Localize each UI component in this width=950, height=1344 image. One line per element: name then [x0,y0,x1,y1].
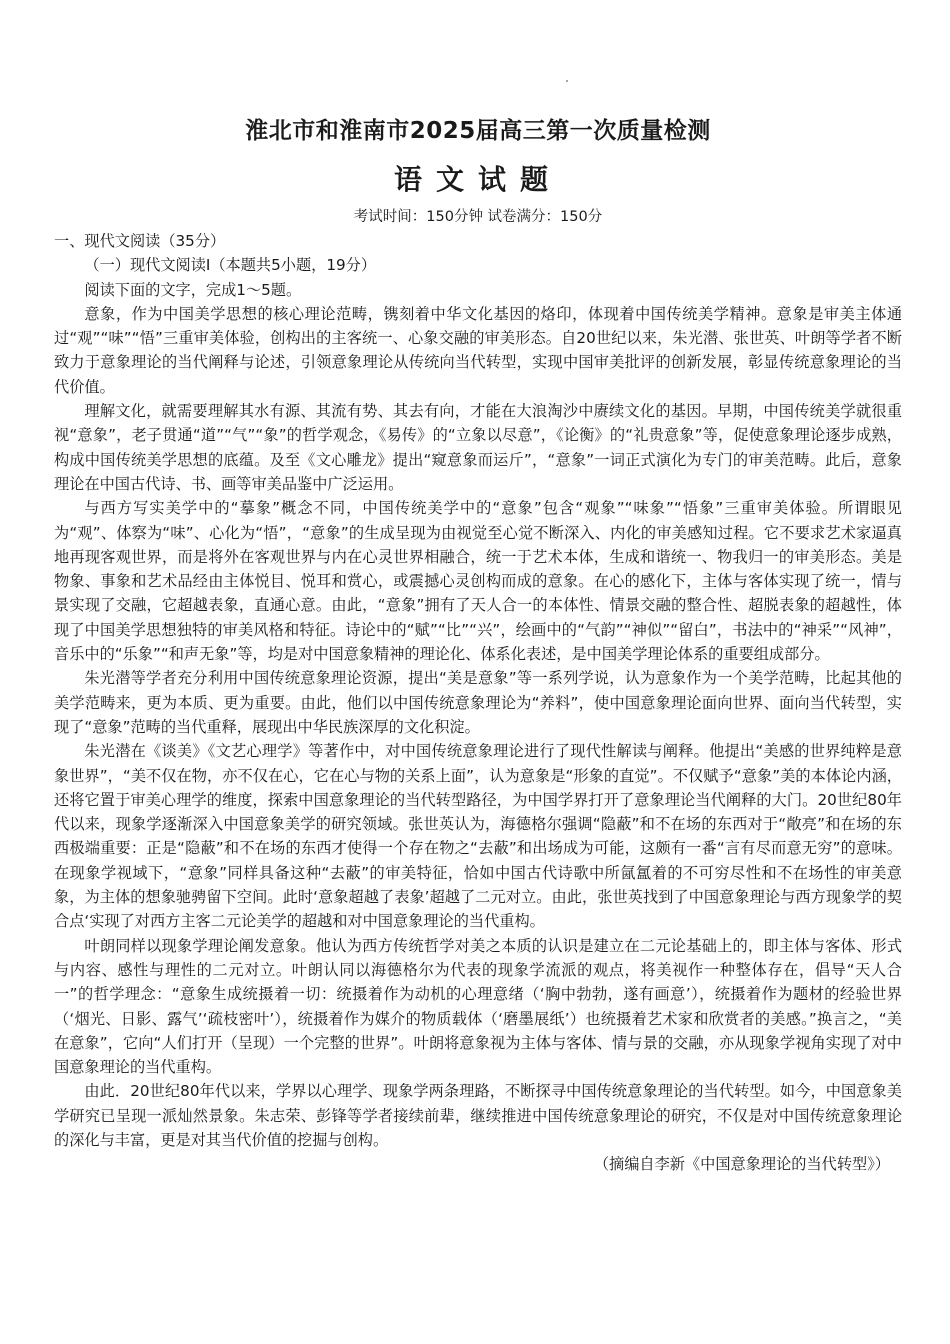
exam-info: 考试时间：150分钟 试卷满分：150分 [353,209,603,225]
paragraph: 朱光潜在《谈美》《文艺心理学》等著作中，对中国传统意象理论进行了现代性解读与阐释。他提出“美感的世界纯粹是意象世界”，“美不仅在物，亦不仅在心，它在心与物的关系上面”，认为意象是“形象的直觉”。不仅赋予“意象”美的本体论内涵，还将它置于审美心理学的维度，探索中国意象理论的当代转型路径，为中国学界打开了意象理论当代阐释的大门。20世纪80年代以来，现象学逐渐深入中国意象美学的研究领域。张世英认为，海德格尔强调“隐蔽”和不在场的东西对于“敞亮”和在场的东西极端重要：正是“隐蔽”和不在场的东西才使得一个存在物之“去蔽”和出场成为可能，这颇有一番“言有尽而意无穷”的意味。在现象学视域下，“意象”同样具备这种“去蔽”的审美特征，恰如中国古代诗歌中所氤氲着的不可穷尽性和不在场性的审美意象，为主体的想象驰骋留下空间。此时‘意象超越了表象’超越了二元对立。由此，张世英找到了中国意象理论与西方现象学的契合点‘实现了对西方主客二元论美学的超越和对中国意象理论的当代重构。 [54,742,902,931]
source-citation: （摘编自李新《中国意象理论的当代转型》） [593,1155,890,1174]
sub-heading: （一）现代文阅读Ⅰ（本题共5小题，19分） [84,256,377,275]
paragraph: 理解文化，就需要理解其水有源、其流有势、其去有向，才能在大浪淘沙中赓续文化的基因。早期，中国传统美学就很重视“意象”，老子贯通“道”“气”“象”的哲学观念，《易传》的“立象以尽意”，《论衡》的“礼贵意象”等，促使意象理论逐步成熟，构成中国传统美学思想的底蕴。及至《文心雕龙》提出“窥意象而运斤”，“意象”一词正式演化为专门的审美范畴。此后，意象理论在中国古代诗、书、画等审美品鉴中广泛运用。 [54,402,902,493]
scan-dot [566,80,568,82]
paragraph: 与西方写实美学中的“摹象”概念不同，中国传统美学中的“意象”包含“观象”“味象”“悟象”三重审美体验。所谓眼见为“观”、体察为“味”、心化为“悟”，“意象”的生成呈现为由视觉至心觉不断深入、内化的审美感知过程。它不要求艺术家逼真地再现客观世界，而是将外在客观世界与内在心灵世界相融合，统一于艺术本体，生成和谐统一、物我归一的审美形态。美是物象、事象和艺术品经由主体悦目、悦耳和赏心，或震撼心灵创构而成的意象。在心的感化下，主体与客体实现了统一，情与景实现了交融，它超越表象，直通心意。由此，“意象”拥有了天人合一的本体性、情景交融的整合性、超脱表象的超越性，体现了中国美学思想独特的审美风格和特征。诗论中的“赋”“比”“兴”，绘画中的“气韵”“神似”“留白”，书法中的“神采”“风神”，音乐中的“乐象”“和声无象”等，均是对中国意象精神的理论化、体系化表述，是中国美学理论体系的重要组成部分。 [54,499,902,664]
exam-title: 淮北市和淮南市2025届高三第一次质量检测 [245,118,711,144]
paragraph: 叶朗同样以现象学理论阐发意象。他认为西方传统哲学对美之本质的认识是建立在二元论基础上的，即主体与客体、形式与内容、感性与理性的二元对立。叶朗认同以海德格尔为代表的现象学流派的观点，将美视作一种整体存在，倡导“天人合一”的哲学理念：“意象生成统摄着一切：统摄着作为动机的心理意绪（‘胸中勃勃，遂有画意’），统摄着作为题材的经验世界（‘烟光、日影、露气’‘疏枝密叶’），统摄着作为媒介的物质载体（‘磨墨展纸’）也统摄着艺术家和欣赏者的美感。”换言之，“美在意象”，它向“人们打开（呈现）一个完整的世界”。叶朗将意象视为主体与客体、情与景的交融，亦从现象学视角实现了对中国意象理论的当代重构。 [54,936,902,1077]
paragraph: 由此．20世纪80年代以来，学界以心理学、现象学两条理路，不断探寻中国传统意象理论的当代转型。如今，中国意象美学研究已呈现一派灿然景象。朱志荣、彭锋等学者接续前辈，继续推进中国传统意象理论的研究，不仅是对中国传统意象理论的深化与丰富，更是对其当代价值的挖掘与创构。 [54,1082,902,1149]
reading-section [54,229,902,1177]
exam-subject: 语文试题 [393,163,562,196]
section-heading: 一、现代文阅读（35分） [54,232,226,250]
instruction: 阅读下面的文字，完成1～5题。 [84,280,302,299]
paragraph: 朱光潜等学者充分利用中国传统意象理论资源，提出“美是意象”等一系列学说，认为意象作为一个美学范畴，比起其他的美学范畴来，更为本质、更为重要。由此，他们以中国传统意象理论为“养料”，使中国意象理论面向世界、面向当代转型，实现了“意象”范畴的当代重释，展现出中华民族深厚的文化积淀。 [54,669,902,736]
paragraph: 意象，作为中国美学思想的核心理论范畴，镌刻着中华文化基因的烙印，体现着中国传统美学精神。意象是审美主体通过“观”“味”“悟”三重审美体验，创构出的主客统一、心象交融的审美形态。自20世纪以来，朱光潜、张世英、叶朗等学者不断致力于意象理论的当代阐释与论述，引领意象理论从传统向当代转型，实现中国审美批评的创新发展，彰显传统意象理论的当代价值。 [54,304,902,396]
